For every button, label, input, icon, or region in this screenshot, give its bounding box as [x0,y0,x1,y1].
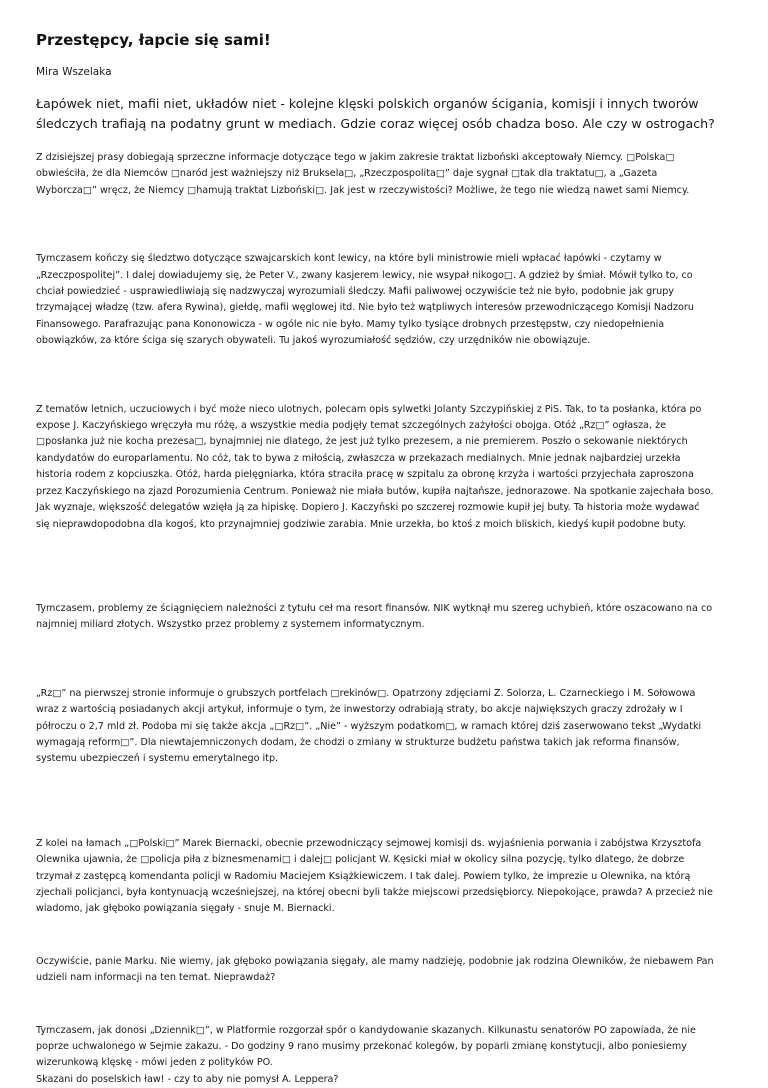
paragraph [36,836,736,918]
paragraph [36,686,736,768]
article-author: Mira Wszelaka [36,66,112,78]
text-line: trzymał z zastępcą komendanta policji w Radomiu Maciejem Książkiewiczem. I tak dalej. Powiem tylko, że imprezie u Olewnika, na którą [36,870,691,882]
text-line: obowiązków, za które ściga się szarych obywateli. Tu jakoś wyrozumiałość sędziów, czy urzędników nie obowiązuje. [36,335,591,347]
text-line: poprze uchwalonego w Sejmie zakazu. - Do godziny 9 rano musimy przekonać kolegów, by poparli zmianę konstytucji, albo poniesiemy [36,1041,687,1052]
text-line: Finansowego. Parafrazując pana Kononowicza - w ogóle nic nie było. Mamy tylko tysiące drobnych przestępstw, czy niedopełnienia [36,318,665,330]
text-line: półroczu o 2,7 mld zł. Podoba mi się także akcja „□Rz□”. „Nie” - wyższym podatkom□, w ramach której dziś zaserwowano tekst „Wydatki [36,720,702,732]
paragraph [36,402,736,533]
text-line: trzymającej władzę (tzw. afera Rywina), giełdę, mafii węglowej itd. Nie było też wątpliwych interesów przewodniczącego Komisji Nadzoru [36,302,694,314]
text-line: Tymczasem, problemy ze ściągnięciem należności z tytułu ceł ma resort finansów. NIK wytknął mu szereg uchybień, które oszacowano na co [36,602,713,614]
text-line: wraz z wartością posiadanych akcji artykuł, informuje o tym, że inwestorzy odrabiają straty, bo akcje największych graczy zdrożały w I [36,704,683,716]
text-line: najmniej miliard złotych. Wszystko przez problemy z systemem informatycznym. [36,619,425,631]
text-line: obwieściła, że dla Niemców □naród jest ważniejszy niż Bruksela□, „Rzeczpospolita□” daje sygnał □tak dla traktatu□, a „Gazeta [36,168,658,180]
text-line: □posłanka już nie kocha prezesa□, bynajmniej nie dlatego, że jest już tylko prezesem, a nie premierem. Poszło o sekowanie niektórych [36,436,688,448]
text-line: wymagają reform□”. Dla niewtajemniczonych dodam, że chodzi o zmiany w strukturze budżetu państwa takich jak reforma finansów, [36,736,680,748]
text-line: Olewnika ujawnia, że □policja piła z biznesmenami□ i dalej□ policjant W. Kęsicki miał w okolicy silna pozycję, tylko dlatego, że dobrze [36,854,685,866]
article-title: Przestępcy, łapcie się sami! [36,31,271,49]
text-line: historia rodem z kopciuszka. Otóż, harda pielęgniarka, która straciła pracę w szpitalu za obronę krzyża i wartości przyjechała zaproszona [36,469,694,481]
text-line: Jak wyznaje, większość delegatów wzięła ją za hipiskę. Dopiero J. Kaczyński po szczerej rozmowie kupił jej buty. Ta historia może wydawać [36,502,700,514]
lead-line: Łapówek niet, mafii niet, układów niet - kolejne klęski polskich organów ścigania, komisji i innych tworów [36,96,699,111]
paragraph [36,601,736,634]
text-line: udzieli nam informacji na ten temat. Nieprawdaż? [36,972,276,984]
text-line: wiadomo, jak głęboko powiązania sięgały - snuje M. Biernacki. [36,903,335,915]
text-line: Tymczasem, jak donosi „Dziennik□”, w Platformie rozgorzał spór o kandydowanie skazanych. Kilkunastu senatorów PO zapowiada, że nie [36,1024,696,1036]
text-line: „Rz□” na pierwszej stronie informuje o grubszych portfelach □rekinów□. Opatrzony zdjęciami Z. Solorza, L. Czarneckiego i M. Sołowowa [36,687,696,699]
text-line: Z dzisiejszej prasy dobiegają sprzeczne informacje dotyczące tego w jakim zakresie traktat lizboński akceptowały Niemcy. □Polska□ [36,152,675,163]
text-line: się nieprawdopodobna dla kogoś, kto przynajmniej godziwie zarabia. Mnie urzekła, bo ktoś z moich bliskich, kiedyś kupił podobne buty. [36,518,686,530]
article [36,30,736,1088]
text-line: systemu ubezpieczeń i systemu emerytalnego itp. [36,753,279,765]
text-line: Oczywiście, panie Marku. Nie wiemy, jak głęboko powiązania sięgały, ale mamy nadzieję, podobnie jak rodzina Olewników, że niebawem Pan [36,955,714,967]
paragraph [36,1023,736,1088]
text-line: Skazani do poselskich ław! - czy to aby nie pomysł A. Leppera? [36,1073,339,1085]
text-line: zjechali policjanci, była kontynuacją wcześniejszej, na której obecni byli także miejscowi przedsiębiorcy. Niepokojące, prawda? A przecież nie [36,886,713,898]
article-lead [36,94,736,134]
text-line: „Rzeczpospolitej”. I dalej dowiadujemy się, że Peter V., zwany kasjerem lewicy, nie wsypał nikogo□. A gdzież by śmiał. Mówił tylko to, co [36,269,693,281]
text-line: przez Kaczyńskiego na zjazd Porozumienia Centrum. Ponieważ nie miała butów, kupiła najtańsze, jednorazowe. Na spotkanie zajechała boso. [36,485,714,497]
text-line: Z kolei na łamach „□Polski□” Marek Biernacki, obecnie przewodniczący sejmowej komisji ds. wyjaśnienia porwania i zabójstwa Krzysztofa [36,837,702,849]
text-line: expose J. Kaczyńskiego wręczyła mu różę, a wszystkie media podjęły temat szczególnych zażyłości obojga. Otóż „Rz□” ogłasza, że [36,420,667,432]
lead-line: śledczych trafiają na podatny grunt w mediach. Gdzie coraz więcej osób chadza boso. Ale czy w ostrogach? [36,116,715,131]
paragraph [36,251,736,349]
text-line: kandydatów do europarlamentu. No cóż, tak to bywa z miłością, zwłaszcza w przekazach medialnych. Mnie jednak najbardziej urzekła [36,452,681,464]
paragraph [36,150,736,199]
text-line: chciał powiedzieć - usprawiedliwiają się nadzwyczaj wyrozumiali śledczy. Mafii paliwowej oczywiście też nie było, podobnie jak grupy [36,286,674,298]
text-line: Tymczasem kończy się śledztwo dotyczące szwajcarskich kont lewicy, na które byli ministrowie mieli wpłacać łapówki - czytamy w [36,253,662,265]
text-line: Z tematów letnich, uczuciowych i być może nieco ulotnych, polecam opis sylwetki Jolanty Szczypińskiej z PiS. Tak, to ta posłanka, która po [36,403,702,415]
text-line: wizerunkową klęskę - mówi jeden z polityków PO. [36,1057,273,1069]
paragraph [36,954,736,987]
text-line: Wyborcza□” wręcz, że Niemcy □hamują traktat Lizboński□. Jak jest w rzeczywistości? Możliwe, że tego nie wiedzą nawet sami Niemcy. [36,184,690,196]
